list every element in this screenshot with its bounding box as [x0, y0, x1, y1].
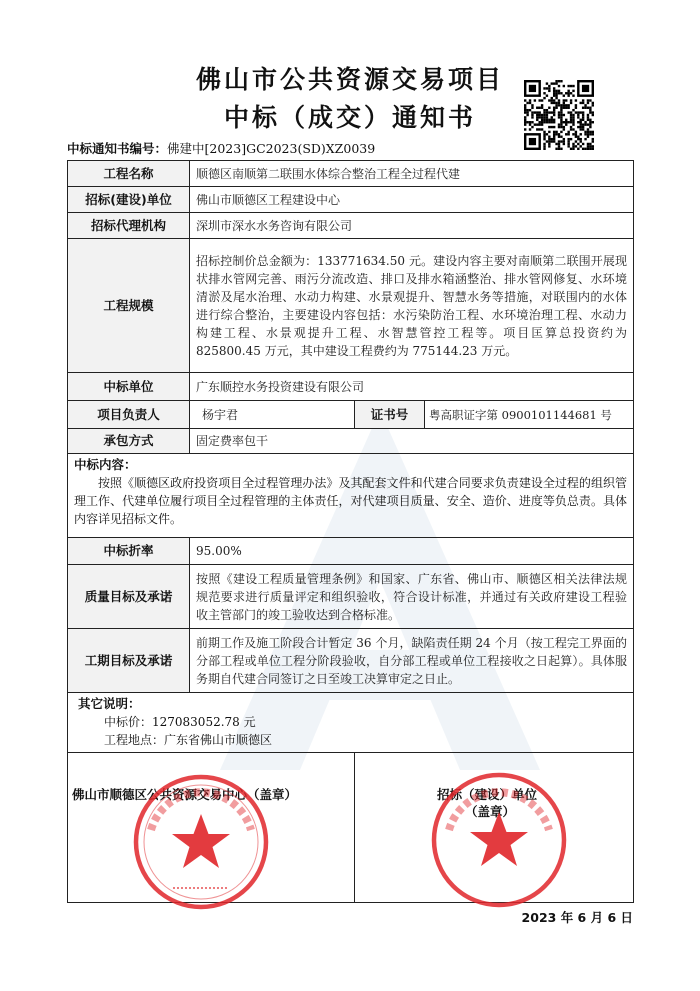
pm-value: 杨宇君	[190, 401, 355, 429]
contract-value: 固定费率包干	[190, 429, 634, 454]
content-label: 中标内容：	[74, 457, 137, 472]
tenderer-label: 招标(建设)单位	[68, 187, 190, 213]
right-seal-label-line2: （盖章）	[465, 804, 516, 819]
right-official-seal-icon	[427, 768, 571, 912]
document-title-line2: 中标（成交）通知书	[223, 103, 476, 132]
row-other	[68, 693, 634, 753]
row-quality	[68, 565, 634, 629]
agency-label: 招标代理机构	[68, 213, 190, 239]
scale-value: 招标控制价总金额为：133771634.50 元。建设内容主要对南顺第二联围开展现状排水管网完善、雨污分流改造、排口及排水箱涵整治、排水管网修复、水环境清淤及尾水治理、水动力构建、水景观提升、智慧水务等措施，对联围内的水体进行综合整治，主要建设内容包括：水污染防治工程、水环境治理工程、水动力构建工程、水景观提升工程、水智慧管控工程等。项目匡算总投资约为 825800.45 万元，其中建设工程费约为 775144.23 万元。	[190, 239, 634, 373]
right-seal-label-line1: 招标（建设）单位	[437, 787, 538, 802]
winner-value: 广东顺控水务投资建设有限公司	[190, 373, 634, 401]
other-label: 其它说明：	[78, 696, 141, 711]
agency-value: 深圳市深水水务咨询有限公司	[190, 213, 634, 239]
winner-label: 中标单位	[68, 373, 190, 401]
content-cell	[68, 454, 634, 538]
row-pm	[68, 401, 634, 429]
cert-value: 粤高职证字第 0900101144681 号	[425, 401, 634, 429]
row-contract	[68, 429, 634, 454]
left-seal-label: 佛山市顺德区公共资源交易中心（盖章）	[72, 787, 298, 802]
row-tenderer	[68, 187, 634, 213]
period-label: 工期目标及承诺	[68, 629, 190, 693]
content-value: 按照《顺德区政府投资项目全过程管理办法》及其配套文件和代建合同要求负责建设全过程的组织管理工作、代建单位履行项目全过程管理的主体责任，对代建项目质量、安全、造价、进度等负总责。具体内容详见招标文件。	[74, 476, 628, 526]
rate-label: 中标折率	[68, 538, 190, 565]
notice-number-label: 中标通知书编号：	[67, 141, 168, 156]
project-name-label: 工程名称	[68, 161, 190, 187]
cert-label: 证书号	[355, 401, 425, 429]
price-line: 中标价：127083052.78 元	[104, 715, 256, 729]
period-value: 前期工作及施工阶段合计暂定 36 个月，缺陷责任期 24 个月（按工程完工界面的分部工程或单位工程分阶段验收，自分部工程或单位工程接收之日起算）。具体服务期自代建合同签订之日至竣工决算审定之日止。	[190, 629, 634, 693]
row-rate	[68, 538, 634, 565]
tenderer-value: 佛山市顺德区工程建设中心	[190, 187, 634, 213]
row-winner	[68, 373, 634, 401]
row-agency	[68, 213, 634, 239]
row-scale	[68, 239, 634, 373]
quality-label: 质量目标及承诺	[68, 565, 190, 629]
other-cell	[68, 693, 634, 753]
notice-number-value: 佛建中[2023]GC2023(SD)XZ0039	[167, 141, 376, 156]
project-name-value: 顺德区南顺第二联围水体综合整治工程全过程代建	[190, 161, 634, 187]
pm-label: 项目负责人	[68, 401, 190, 429]
contract-label: 承包方式	[68, 429, 190, 454]
rate-value: 95.00%	[190, 538, 634, 565]
left-official-seal-icon	[129, 770, 273, 914]
issue-date: 2023 年 6 月 6 日	[521, 910, 633, 925]
notice-number	[67, 139, 375, 157]
qr-code-icon	[524, 80, 594, 150]
row-project-name	[68, 161, 634, 187]
location-line: 工程地点：广东省佛山市顺德区	[104, 733, 273, 747]
row-content	[68, 454, 634, 538]
quality-value: 按照《建设工程质量管理条例》和国家、广东省、佛山市、顺德区相关法律法规规范要求进行质量评定和组织验收，符合设计标准，并通过有关政府建设工程验收主管部门的竣工验收达到合格标准。	[190, 565, 634, 629]
document-title-line1: 佛山市公共资源交易项目	[195, 65, 504, 94]
row-period	[68, 629, 634, 693]
scale-label: 工程规模	[68, 239, 190, 373]
